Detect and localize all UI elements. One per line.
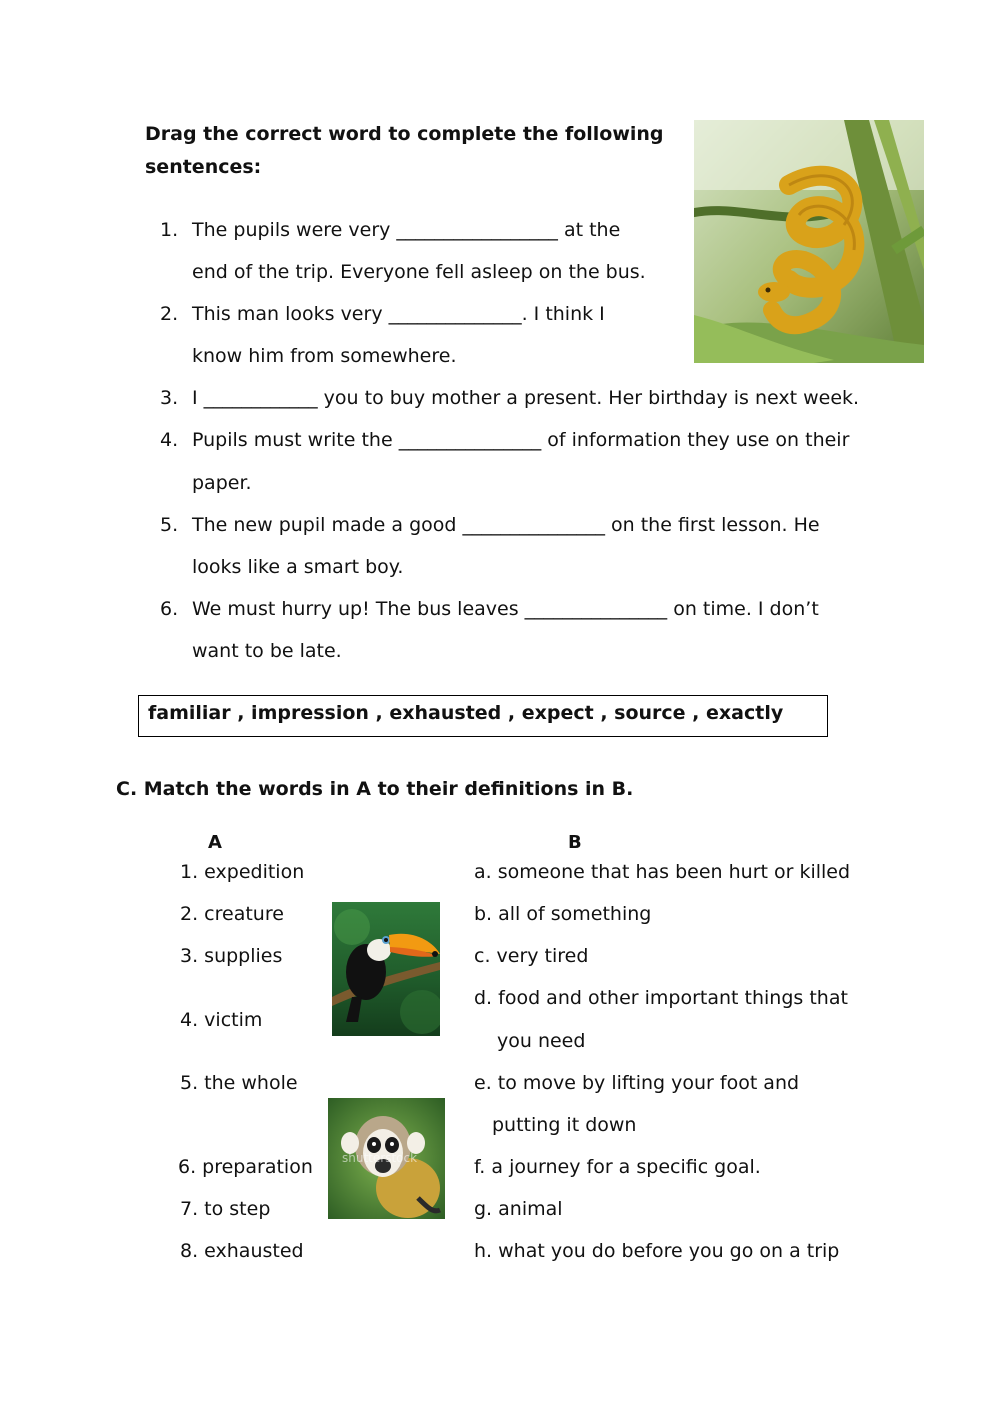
sentence-1-line-1: The pupils were very _________________ at the <box>192 219 621 241</box>
word-item[interactable]: 5. the whole <box>180 1072 298 1094</box>
word-bank-box <box>138 695 828 737</box>
sentence-4-line-2: paper. <box>192 472 252 494</box>
definition-item[interactable]: c. very tired <box>474 945 589 967</box>
definition-item[interactable]: h. what you do before you go on a trip <box>474 1240 840 1262</box>
snake-photo <box>694 120 924 363</box>
sentence-number: 6. <box>160 598 179 620</box>
word-bank-text[interactable]: familiar , impression , exhausted , expect , source , exactly <box>148 702 784 724</box>
column-b-header: B <box>568 832 582 853</box>
column-a-header: A <box>208 832 222 853</box>
definition-item[interactable]: f. a journey for a specific goal. <box>474 1156 761 1178</box>
word-item[interactable]: 3. supplies <box>180 945 283 967</box>
sentence-3-line-1: I ____________ you to buy mother a present. Her birthday is next week. <box>192 387 860 409</box>
definition-item[interactable]: e. to move by lifting your foot and <box>474 1072 800 1094</box>
word-item[interactable]: 4. victim <box>180 1009 263 1031</box>
sentence-6-line-1: We must hurry up! The bus leaves _______________ on time. I don’t <box>192 598 819 620</box>
monkey-photo <box>328 1098 445 1219</box>
definition-item[interactable]: a. someone that has been hurt or killed <box>474 861 851 883</box>
word-item[interactable]: 2. creature <box>180 903 284 925</box>
sentence-4-line-1: Pupils must write the _______________ of information they use on their <box>192 429 850 451</box>
word-item[interactable]: 6. preparation <box>178 1156 313 1178</box>
sentence-number: 4. <box>160 429 179 451</box>
definition-item-continued: you need <box>497 1030 586 1052</box>
sentence-number: 5. <box>160 514 179 536</box>
word-item[interactable]: 1. expedition <box>180 861 305 883</box>
sentence-5-line-1: The new pupil made a good _______________ on the first lesson. He <box>192 514 820 536</box>
sentence-5-line-2: looks like a smart boy. <box>192 556 404 578</box>
definition-item[interactable]: g. animal <box>474 1198 563 1220</box>
sentence-6-line-2: want to be late. <box>192 640 342 662</box>
section-c-heading: C. Match the words in A to their definitions in B. <box>116 778 634 800</box>
definition-item[interactable]: b. all of something <box>474 903 652 925</box>
definition-item-continued: putting it down <box>492 1114 637 1136</box>
word-item[interactable]: 8. exhausted <box>180 1240 304 1262</box>
instructions-heading: Drag the correct word to complete the following sentences: <box>145 123 664 178</box>
sentence-number: 2. <box>160 303 179 325</box>
toucan-photo <box>332 902 440 1036</box>
word-item[interactable]: 7. to step <box>180 1198 271 1220</box>
sentence-number: 3. <box>160 387 179 409</box>
watermark-text: shutterstock <box>342 1151 418 1165</box>
sentence-2-line-1: This man looks very ______________. I think I <box>192 303 605 325</box>
definition-item[interactable]: d. food and other important things that <box>474 987 848 1009</box>
sentence-1-line-2: end of the trip. Everyone fell asleep on the bus. <box>192 261 646 283</box>
sentence-2-line-2: know him from somewhere. <box>192 345 457 367</box>
sentence-number: 1. <box>160 219 179 241</box>
